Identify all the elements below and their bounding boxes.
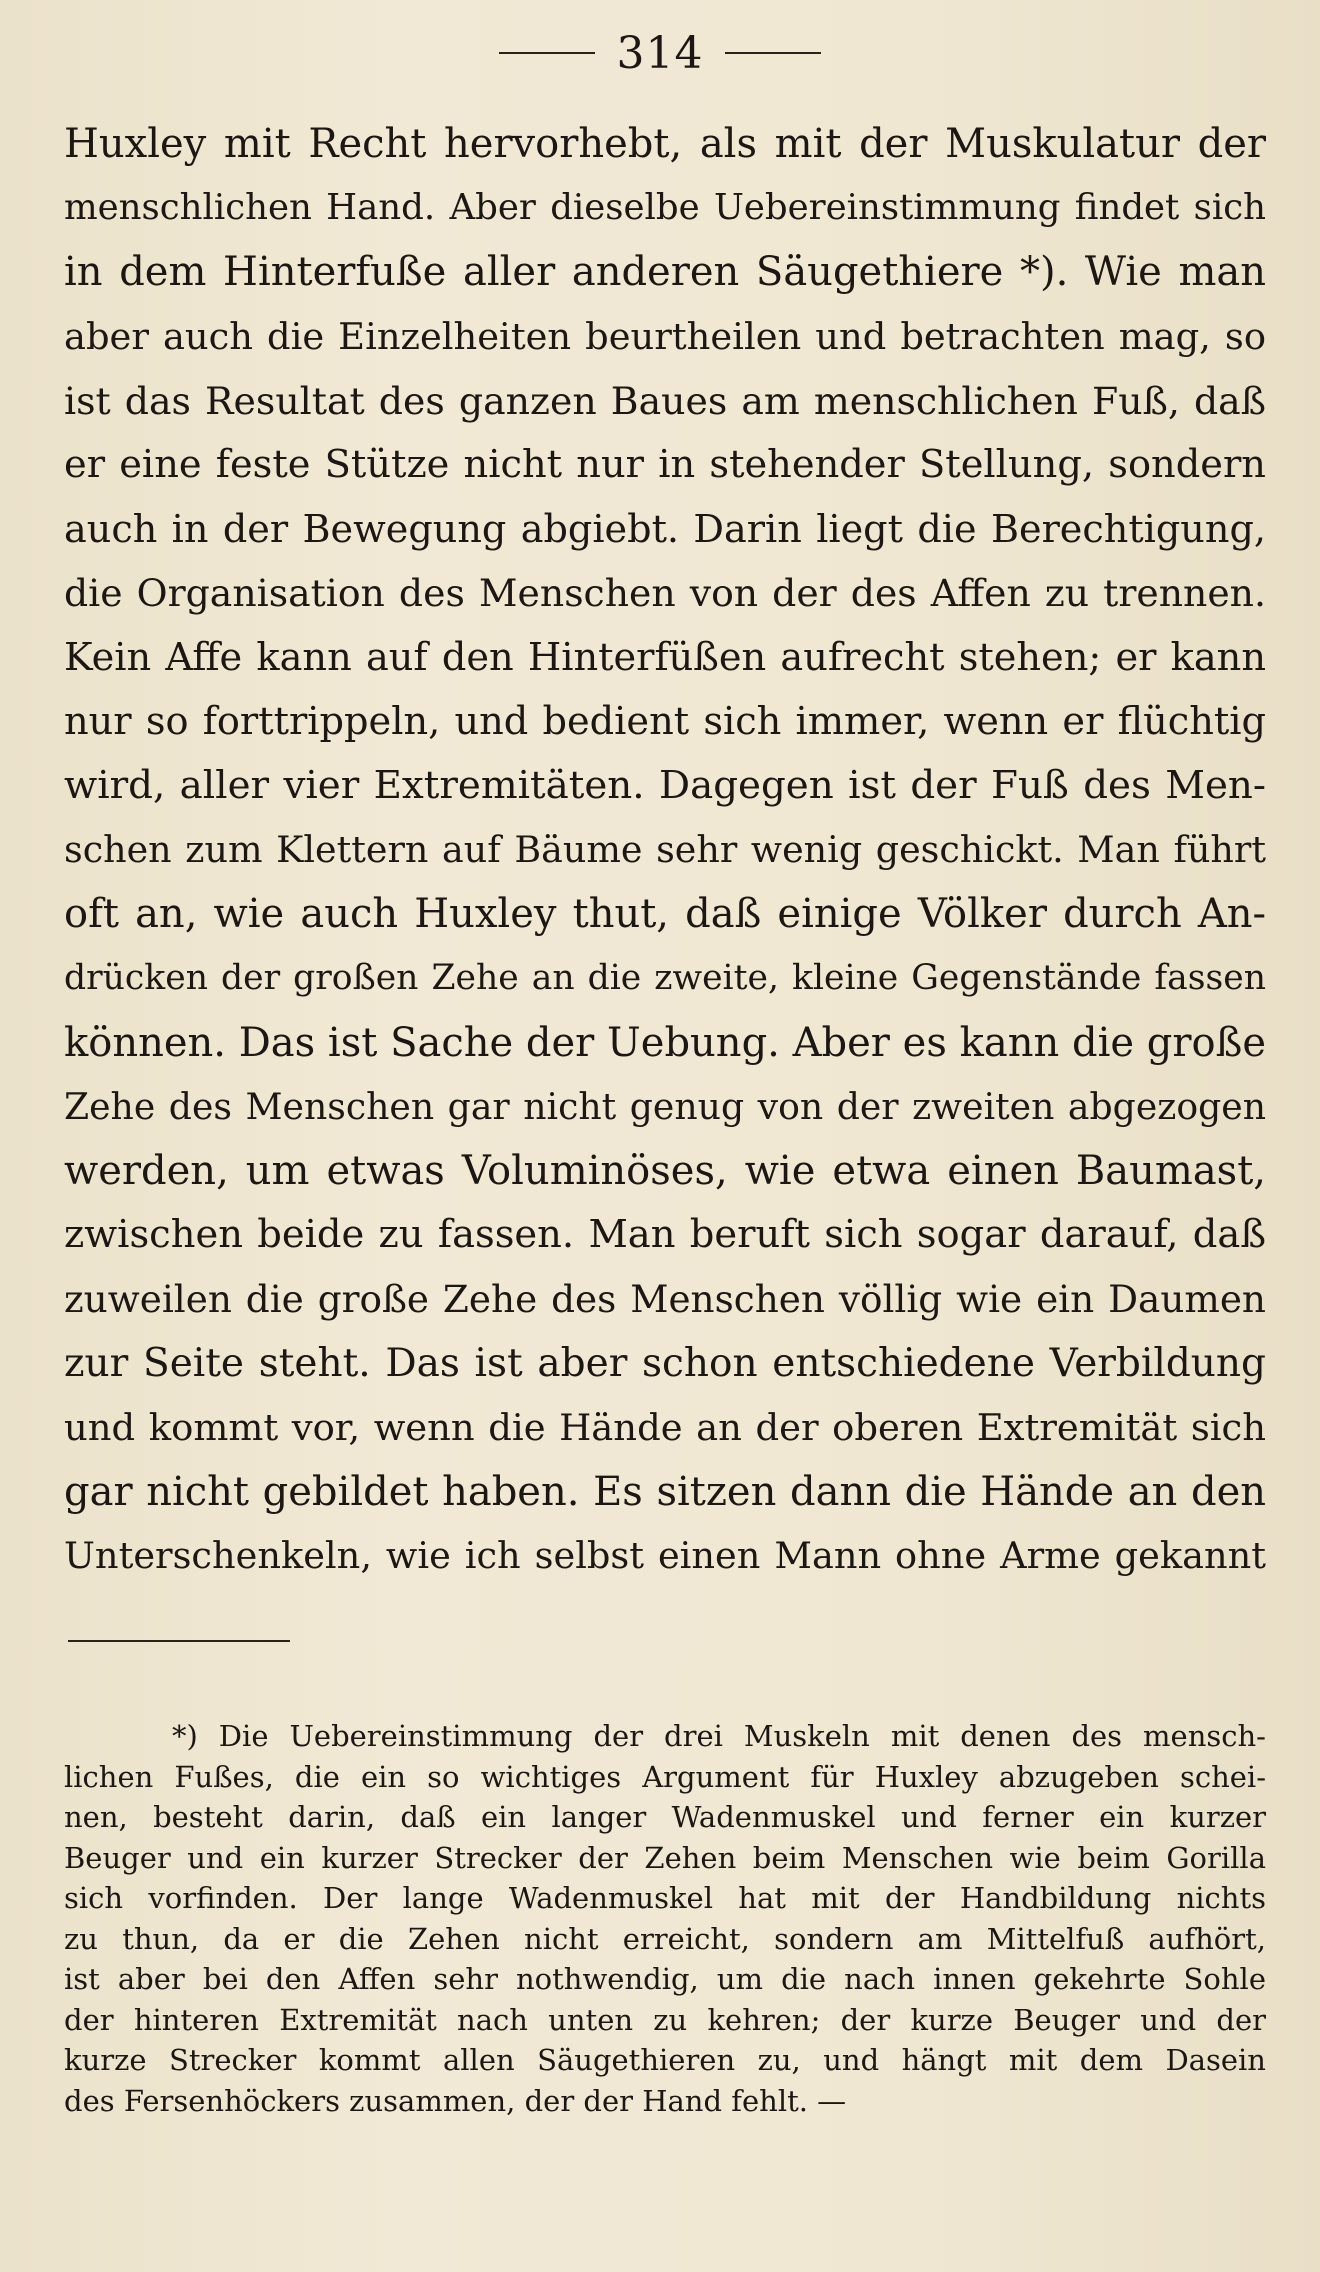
body-line: Huxley mit Recht hervorhebt, als mit der Muskulatur der	[64, 121, 1266, 167]
body-line: wird, aller vier Extremitäten. Dagegen ist der Fuß des Men-	[64, 762, 1266, 808]
body-line: können. Das ist Sache der Uebung. Aber es kann die große	[64, 1019, 1266, 1066]
footnote-line: lichen Fußes, die ein so wichtiges Argument für Huxley abzugeben schei-	[64, 1759, 1266, 1794]
body-line: schen zum Klettern auf Bäume sehr wenig geschickt. Man führt	[64, 828, 1266, 872]
body-line: menschlichen Hand. Aber dieselbe Uebereinstimmung findet sich	[64, 187, 1266, 229]
footnote-line: *) Die Uebereinstimmung der drei Muskeln mit denen des mensch-	[172, 1719, 1266, 1753]
footnote-line: ist aber bei den Affen sehr nothwendig, um die nach innen gekehrte Sohle	[64, 1962, 1266, 1996]
body-line: Unterschenkeln, wie ich selbst einen Mann ohne Arme gekannt	[64, 1534, 1266, 1578]
body-line: oft an, wie auch Huxley thut, daß einige Völker durch An-	[64, 891, 1266, 938]
body-line: zwischen beide zu fassen. Man beruft sich sogar darauf, daß	[64, 1212, 1266, 1258]
body-line: werden, um etwas Voluminöses, wie etwa einen Baumast,	[64, 1148, 1266, 1194]
body-line: drücken der großen Zehe an die zweite, kleine Gegenstände fassen	[64, 958, 1266, 999]
body-line: und kommt vor, wenn die Hände an der oberen Extremität sich	[64, 1405, 1266, 1449]
footnote-divider	[68, 1640, 290, 1642]
footnote-line: kurze Strecker kommt allen Säugethieren zu, und hängt mit dem Dasein	[64, 2043, 1266, 2077]
body-line: Kein Affe kann auf den Hinterfüßen aufrecht stehen; er kann	[64, 634, 1266, 680]
footnote-line: Beuger und ein kurzer Strecker der Zehen beim Menschen wie beim Gorilla	[64, 1840, 1266, 1875]
header-rule-left	[499, 52, 595, 54]
body-line: in dem Hinterfuße aller anderen Säugethiere *). Wie man	[64, 249, 1266, 296]
page-number: 314	[616, 27, 704, 79]
page-header	[0, 18, 1320, 88]
footnote-line: nen, besteht darin, daß ein langer Wadenmuskel und ferner ein kurzer	[64, 1800, 1266, 1834]
body-line: auch in der Bewegung abgiebt. Darin liegt die Berechtigung,	[64, 507, 1266, 552]
body-line: zur Seite steht. Das ist aber schon entschiedene Verbildung	[64, 1340, 1266, 1386]
main-text-block	[64, 112, 1266, 1588]
footnote-block	[64, 1716, 1266, 2121]
body-line: er eine feste Stütze nicht nur in stehender Stellung, sondern	[64, 441, 1266, 487]
body-line: die Organisation des Menschen von der des Affen zu trennen.	[64, 571, 1266, 616]
body-line: Zehe des Menschen gar nicht genug von der zweiten abgezogen	[64, 1084, 1266, 1128]
footnote-line: der hinteren Extremität nach unten zu kehren; der kurze Beuger und der	[64, 2002, 1266, 2037]
footnote-line: des Fersenhöckers zusammen, der der Hand fehlt. —	[64, 2083, 847, 2118]
body-line: gar nicht gebildet haben. Es sitzen dann die Hände an den	[64, 1468, 1266, 1515]
body-line: ist das Resultat des ganzen Baues am menschlichen Fuß, daß	[64, 378, 1266, 423]
body-line: aber auch die Einzelheiten beurtheilen und betrachten mag, so	[64, 314, 1266, 358]
footnote-line: zu thun, da er die Zehen nicht erreicht, sondern am Mittelfuß aufhört,	[64, 1921, 1266, 1956]
body-line: nur so forttrippeln, und bedient sich immer, wenn er flüchtig	[64, 698, 1266, 744]
footnote-line: sich vorfinden. Der lange Wadenmuskel hat mit der Handbildung nichts	[64, 1881, 1266, 1915]
header-rule-right	[725, 52, 821, 54]
body-line: zuweilen die große Zehe des Menschen völlig wie ein Daumen	[64, 1277, 1266, 1322]
